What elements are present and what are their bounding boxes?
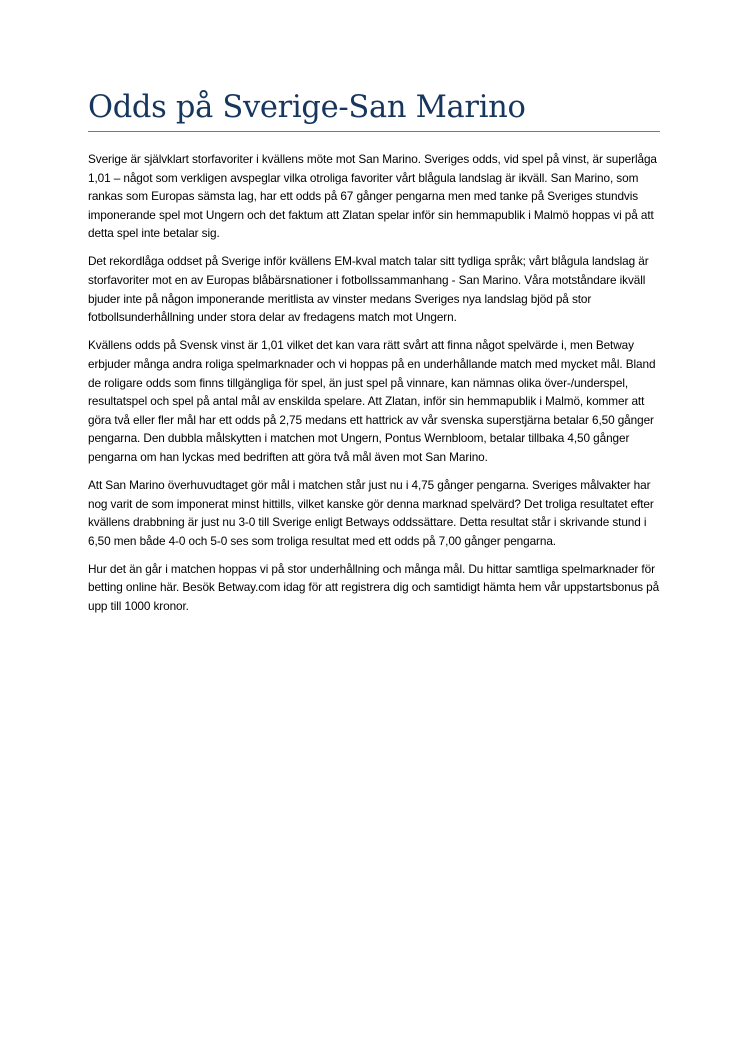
- title-divider: [88, 131, 660, 132]
- paragraph-5: Hur det än går i matchen hoppas vi på stor underhållning och många mål. Du hittar samtliga spelmarknader för betting online här. Besök Betway.com idag för att registrera dig och samtidigt hämta hem vår uppstartsbonus på upp till 1000 kronor.: [88, 561, 660, 614]
- paragraph-3: Kvällens odds på Svensk vinst är 1,01 vilket det kan vara rätt svårt att finna något spelvärde i, men Betway erbjuder många andra roliga spelmarknader och vi hoppas på en underhållande match med mycket mål. Bland de roligare odds som finns tillgängliga för spel, än just spel på vinnare, kan nämnas olika över-/underspel, resultatspel och spel på antal mål av enskilda spelare. Att Zlatan, inför sin hemmapublik i Malmö, kommer att göra två eller fler mål har ett odds på 2,75 medans ett hattrick av vår svenska superstjärna betalar 6,50 gånger pengarna. Den dubbla målskytten i matchen mot Ungern, Pontus Wernbloom, betalar tillbaka 4,50 gånger pengarna om han lyckas med bedriften att göra två mål även mot San Marino.: [88, 338, 656, 464]
- paragraph-1: Sverige är självklart storfavoriter i kvällens möte mot San Marino. Sveriges odds, vid spel på vinst, är superlåga 1,01 – något som verkligen avspeglar vilka otroliga favoriter vårt blågula landslag är ikväll. San Marino, som rankas som Europas sämsta lag, har ett odds på 67 gånger pengarna men med tanke på Sveriges stundvis imponerande spel mot Ungern och det faktum att Zlatan spelar inför sin hemmapublik i Malmö hoppas vi på att detta spel inte betalar sig.: [88, 152, 657, 241]
- page-title: Odds på Sverige-San Marino: [88, 90, 526, 125]
- document-body: [88, 150, 660, 625]
- paragraph-4: Att San Marino överhuvudtaget gör mål i matchen står just nu i 4,75 gånger pengarna. Sveriges målvakter har nog varit de som imponerat minst hittills, vilket kanske gör denna marknad spelvärd? Det troliga resultatet efter kvällens drabbning är just nu 3-0 till Sverige enligt Betways oddssättare. Detta resultat står i skrivande stund i 6,50 men både 4-0 och 5-0 ses som troliga resultat med ett odds på 7,00 gånger pengarna.: [88, 478, 654, 548]
- paragraph-2: Det rekordlåga oddset på Sverige inför kvällens EM-kval match talar sitt tydliga språk; vårt blågula landslag är storfavoriter mot en av Europas blåbärsnationer i fotbollssammanhang - San Marino. Våra motståndare ikväll bjuder inte på någon imponerande meritlista av vinster medans Sveriges nya landslag bjöd på stor fotbollsunderhållning under stora delar av fredagens match mot Ungern.: [88, 254, 649, 325]
